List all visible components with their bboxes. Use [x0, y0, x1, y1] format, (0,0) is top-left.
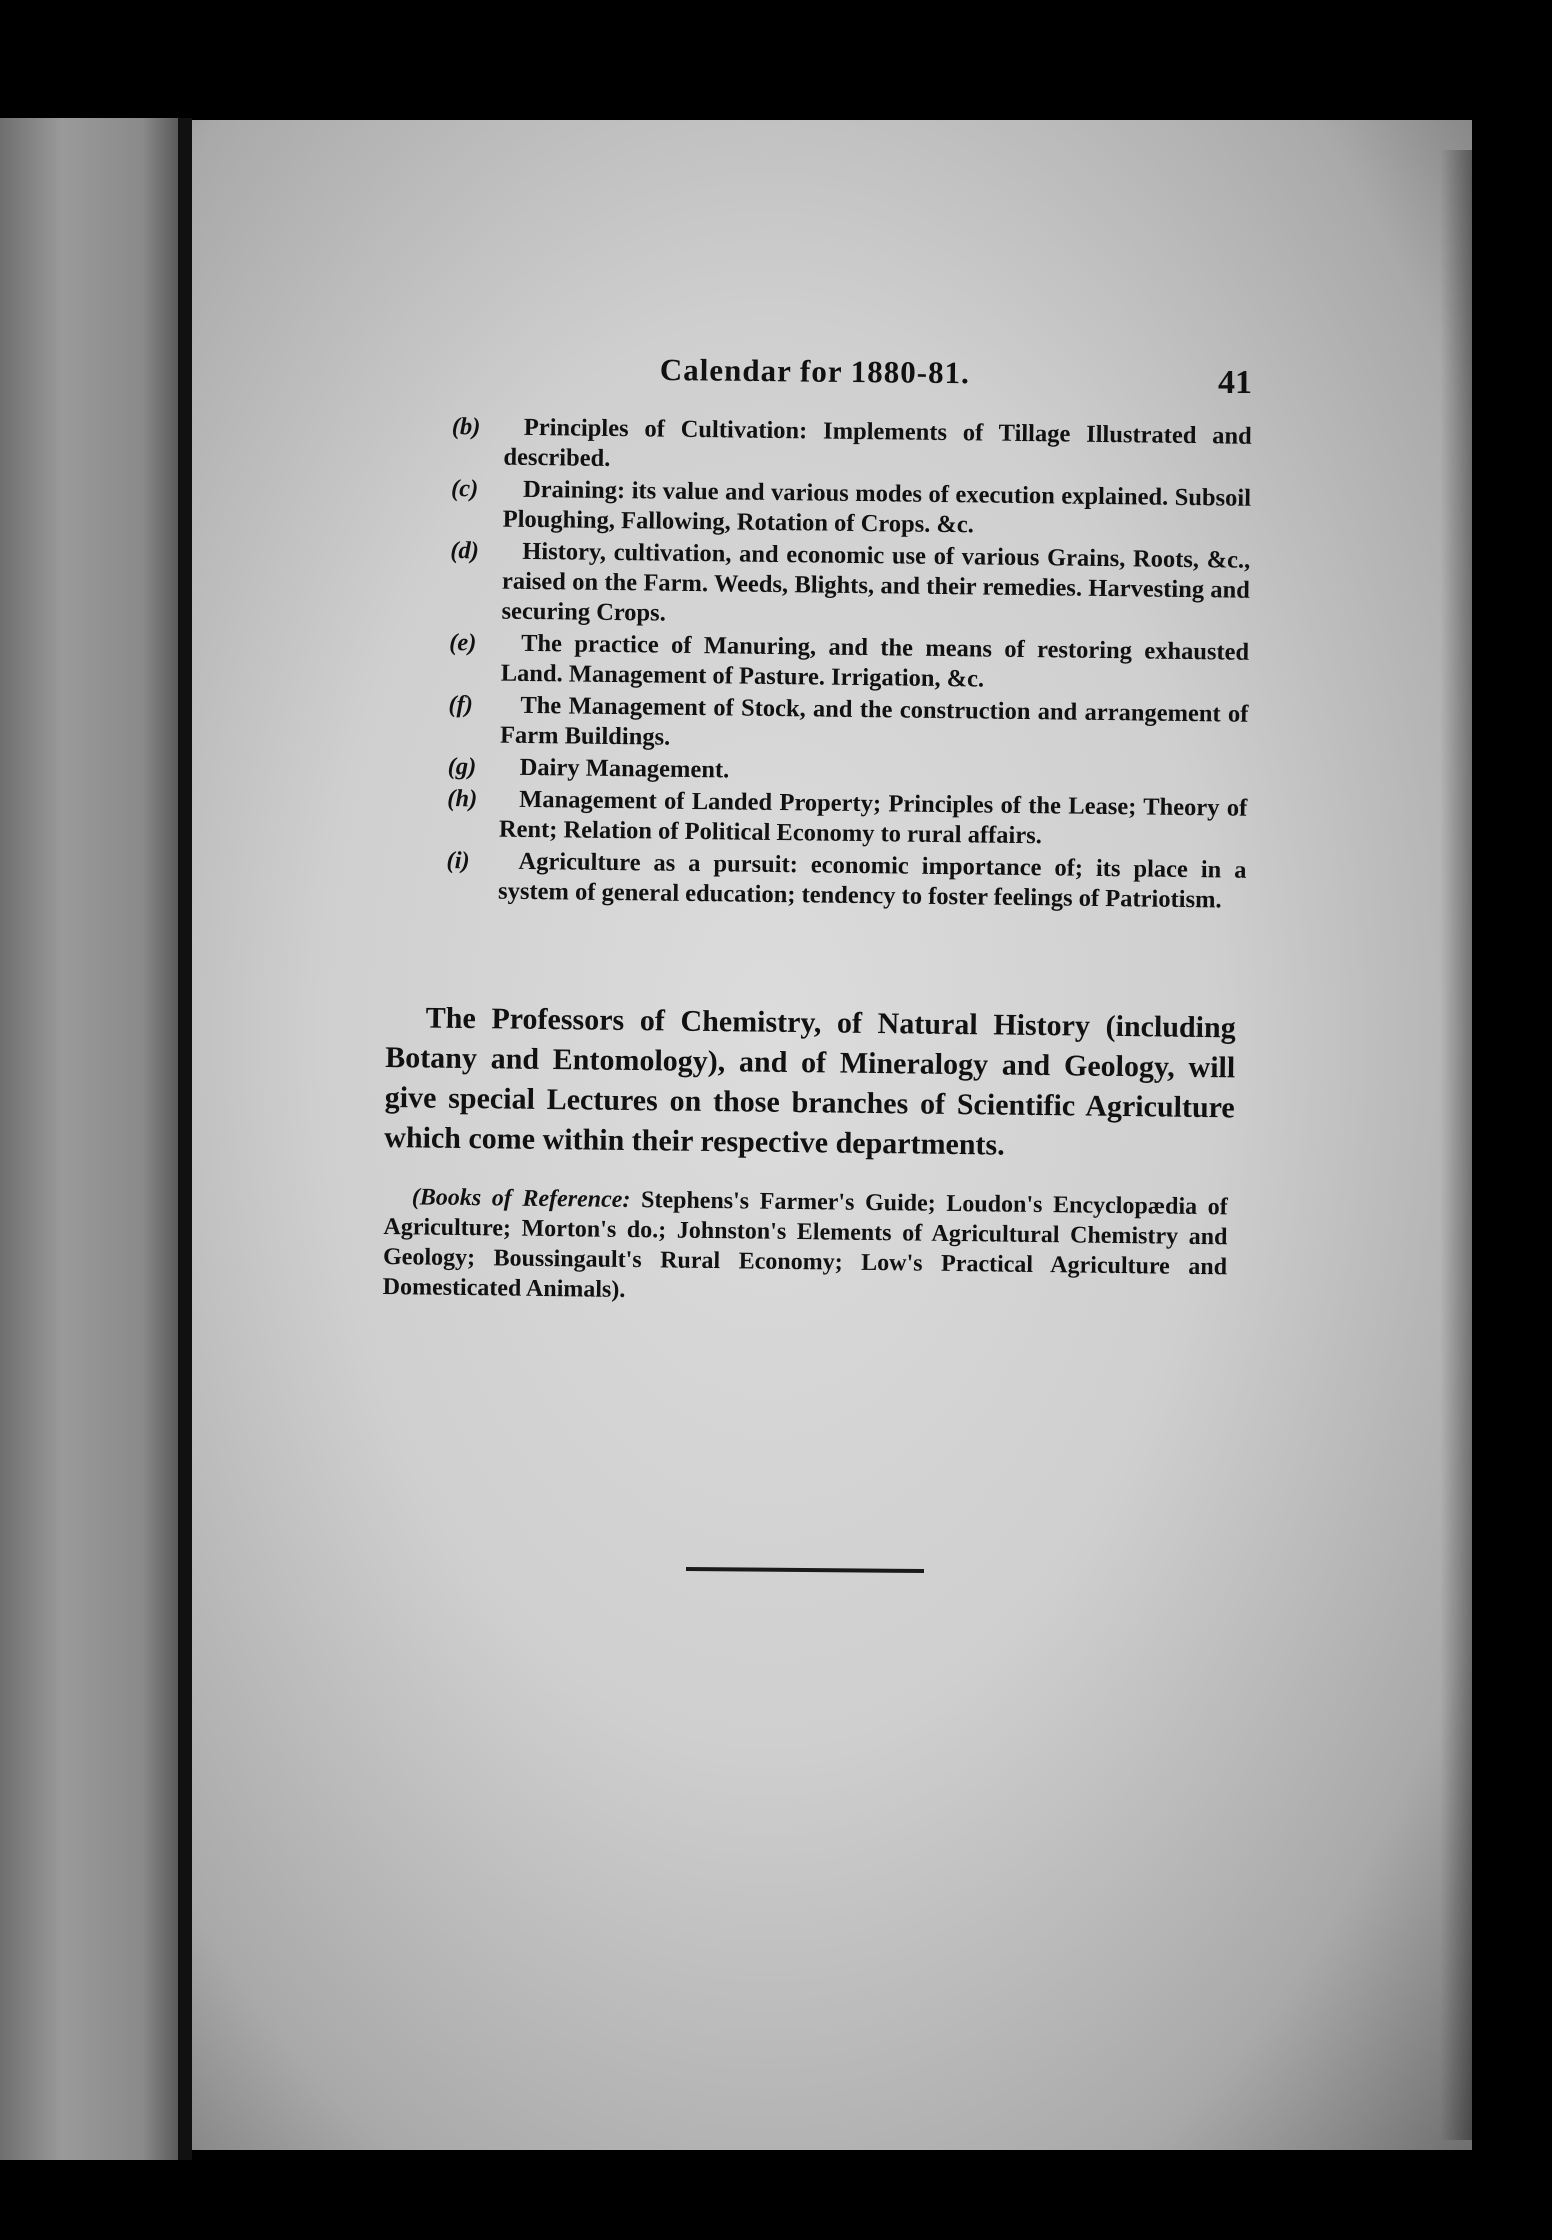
item-text: History, cultivation, and economic use of various Grains, Roots, &c., raised on the Farm. Weeds, Blights, and their remedies. Harvesting and securing Crops.	[501, 537, 1251, 627]
item-letter: (h)	[447, 784, 478, 813]
item-letter: (d)	[450, 536, 480, 565]
professors-paragraph: The Professors of Chemistry, of Natural History (including Botany and Entomology), and of Mineralogy and Geology, will give special Lectures on those branches of Scientific Agriculture which come within their respective departments.	[384, 1001, 1236, 1162]
item-text: Dairy Management.	[519, 753, 730, 784]
list-item	[449, 536, 1250, 636]
list-item	[451, 412, 1252, 482]
item-text: Draining: its value and various modes of execution explained. Subsoil Ploughing, Fallowing, Rotation of Crops. &c.	[502, 475, 1252, 539]
list-item	[448, 690, 1249, 760]
books-of-reference	[383, 1182, 1228, 1312]
item-text: Management of Landed Property; Principles of the Lease; Theory of Rent; Relation of Political Economy to rural affairs.	[498, 785, 1248, 850]
books-lead: (Books of Reference:	[411, 1184, 631, 1214]
item-letter: (i)	[446, 846, 470, 875]
page-shadow	[1440, 150, 1480, 2140]
item-letter: (b)	[451, 412, 481, 441]
list-item	[446, 846, 1247, 916]
list-item	[447, 784, 1248, 854]
book-gutter	[178, 118, 192, 2160]
item-text: The practice of Manuring, and the means of restoring exhausted Land. Management of Pasture. Irrigation, &c.	[500, 629, 1250, 693]
running-header: Calendar for 1880-81.	[659, 352, 971, 391]
item-text: Principles of Cultivation: Implements of Tillage Illustrated and described.	[503, 413, 1252, 472]
list-item	[451, 474, 1252, 544]
item-letter: (c)	[450, 474, 479, 503]
page-number: 41	[1218, 364, 1252, 401]
item-letter: (f)	[448, 690, 474, 719]
books-text: Stephens's Farmer's Guide; Loudon's Encyclopædia of Agriculture; Morton's do.; Johnston's Elements of Agricultural Chemistry and Geology; Boussingault's Rural Economy; Low's Practical Agriculture and Domesticated Animals).	[382, 1187, 1228, 1303]
list-item	[449, 628, 1250, 698]
item-text: Agriculture as a pursuit: economic importance of; its place in a system of general education; tendency to foster feelings of Patriotism.	[497, 847, 1247, 914]
item-text: The Management of Stock, and the construction and arrangement of Farm Buildings.	[499, 691, 1249, 751]
syllabus-list	[446, 412, 1252, 918]
item-letter: (e)	[449, 628, 477, 657]
item-letter: (g)	[447, 752, 477, 781]
facing-page-edge	[0, 118, 178, 2160]
